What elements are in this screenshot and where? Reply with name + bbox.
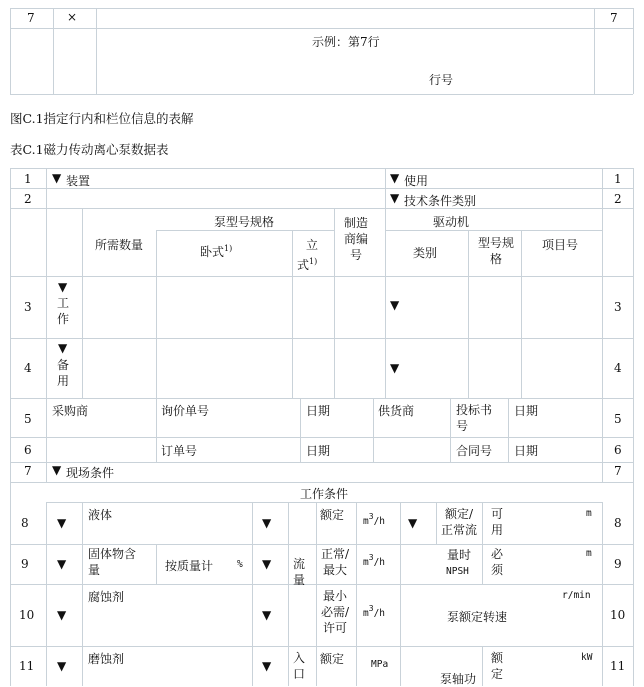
field-label-min-required: 最小必需/许可 bbox=[320, 589, 350, 635]
field-label-plant: 装置 bbox=[66, 174, 91, 188]
dropdown-arrow-icon[interactable]: ▼ bbox=[58, 280, 68, 294]
unit-m: m bbox=[586, 508, 592, 519]
header-horizontal: 卧式$^{1)}$ bbox=[200, 244, 233, 259]
row-number: 11 bbox=[610, 659, 626, 673]
row-number: 3 bbox=[614, 300, 622, 314]
dropdown-arrow-icon[interactable]: ▼ bbox=[262, 516, 272, 530]
row-number: 10 bbox=[19, 608, 35, 622]
field-label-rated: 额定 bbox=[320, 508, 345, 522]
table-caption: 表C.1磁力传动离心泵数据表 bbox=[10, 142, 169, 157]
field-label-site-conditions: 现场条件 bbox=[66, 466, 115, 480]
field-label-inquiry-no: 询价单号 bbox=[161, 404, 210, 418]
dropdown-arrow-icon[interactable]: ▼ bbox=[58, 341, 68, 355]
dropdown-arrow-icon[interactable]: ▼ bbox=[57, 516, 67, 530]
row-number: 4 bbox=[24, 361, 32, 375]
unit-m: m bbox=[586, 548, 592, 559]
row-number: 3 bbox=[24, 300, 32, 314]
field-label-operating: 工作 bbox=[56, 296, 69, 326]
row-number: 5 bbox=[24, 412, 32, 426]
header-model: 型号规格 bbox=[477, 236, 514, 266]
unit-rpm: r/min bbox=[562, 590, 591, 601]
row-number: 11 bbox=[19, 659, 35, 673]
row-number: 1 bbox=[614, 172, 622, 186]
field-label-npsh: NPSH bbox=[446, 566, 469, 577]
dropdown-arrow-icon[interactable]: ▼ bbox=[390, 298, 400, 312]
dropdown-arrow-icon[interactable]: ▼ bbox=[408, 516, 418, 530]
row-number: 6 bbox=[24, 443, 32, 457]
field-label-liquid: 液体 bbox=[88, 508, 113, 522]
header-manufacturer-no: 制造商编号 bbox=[343, 216, 368, 262]
field-label-npsh-time: 量时 bbox=[447, 548, 472, 562]
dropdown-arrow-icon[interactable]: ▼ bbox=[52, 463, 62, 477]
field-label-contract-no: 合同号 bbox=[456, 444, 493, 458]
field-label-rated: 额定 bbox=[490, 651, 503, 681]
example-label: 示例：第7行 bbox=[312, 35, 380, 49]
header-quantity: 所需数量 bbox=[95, 238, 144, 252]
field-label-usage: 使用 bbox=[404, 174, 429, 188]
example-cross-mark: × bbox=[67, 10, 78, 24]
dropdown-arrow-icon[interactable]: ▼ bbox=[57, 608, 67, 622]
field-label-abrasive: 磨蚀剂 bbox=[88, 652, 125, 666]
field-label-date: 日期 bbox=[306, 444, 331, 458]
dropdown-arrow-icon[interactable]: ▼ bbox=[57, 659, 67, 673]
field-label-date: 日期 bbox=[306, 404, 331, 418]
field-label-available: 可用 bbox=[490, 507, 503, 537]
field-label-solids-content: 固体物含量 bbox=[88, 547, 137, 577]
dropdown-arrow-icon[interactable]: ▼ bbox=[57, 557, 67, 571]
row-number: 2 bbox=[614, 192, 622, 206]
unit-m3h: $m^3/h$ bbox=[363, 512, 386, 527]
field-label-bid-no: 投标书号 bbox=[456, 403, 493, 433]
row-number: 5 bbox=[614, 412, 622, 426]
row-number: 1 bbox=[24, 172, 32, 186]
field-label-standby: 备用 bbox=[56, 358, 69, 388]
header-pump-spec: 泵型号规格 bbox=[214, 215, 275, 229]
example-row-number: 7 bbox=[27, 11, 35, 25]
header-type: 类别 bbox=[413, 246, 438, 260]
header-item-no: 项目号 bbox=[542, 238, 579, 252]
dropdown-arrow-icon[interactable]: ▼ bbox=[262, 659, 272, 673]
row-number: 4 bbox=[614, 361, 622, 375]
row-number: 7 bbox=[24, 464, 32, 478]
field-label-shaft-power: 泵轴功 bbox=[440, 672, 477, 686]
field-label-date: 日期 bbox=[514, 404, 539, 418]
dropdown-arrow-icon[interactable]: ▼ bbox=[390, 191, 400, 205]
row-number: 8 bbox=[21, 516, 29, 530]
field-label-supplier: 供货商 bbox=[378, 404, 415, 418]
row-number: 7 bbox=[614, 464, 622, 478]
header-vertical-2: 式$^{1)}$ bbox=[297, 257, 318, 272]
field-label-required: 必须 bbox=[490, 547, 503, 577]
section-operating-conditions: 工作条件 bbox=[300, 487, 349, 501]
field-label-corrosive: 腐蚀剂 bbox=[88, 590, 125, 604]
field-label-flow: 流量 bbox=[292, 557, 305, 587]
row-number: 8 bbox=[614, 516, 622, 530]
dropdown-arrow-icon[interactable]: ▼ bbox=[262, 557, 272, 571]
field-label-spec-category: 技术条件类别 bbox=[404, 194, 477, 208]
header-vertical-1: 立 bbox=[306, 238, 319, 252]
header-driver: 驱动机 bbox=[433, 215, 470, 229]
dropdown-arrow-icon[interactable]: ▼ bbox=[390, 171, 400, 185]
unit-mpa: MPa bbox=[371, 659, 389, 670]
field-label-buyer: 采购商 bbox=[52, 404, 89, 418]
figure-caption: 图C.1指定行内和栏位信息的表解 bbox=[10, 111, 194, 126]
dropdown-arrow-icon[interactable]: ▼ bbox=[390, 361, 400, 375]
field-label-order-no: 订单号 bbox=[161, 444, 198, 458]
row-number: 9 bbox=[614, 557, 622, 571]
row-number: 2 bbox=[24, 192, 32, 206]
dropdown-arrow-icon[interactable]: ▼ bbox=[52, 171, 62, 185]
unit-m3h: $m^3/h$ bbox=[363, 553, 386, 568]
field-label-date: 日期 bbox=[514, 444, 539, 458]
example-row-number-right: 7 bbox=[610, 11, 618, 25]
row-number: 9 bbox=[21, 557, 29, 571]
row-number: 6 bbox=[614, 443, 622, 457]
field-label-inlet: 入口 bbox=[292, 651, 305, 681]
dropdown-arrow-icon[interactable]: ▼ bbox=[262, 608, 272, 622]
field-label-normal-max: 正常/最大 bbox=[320, 547, 350, 577]
unit-m3h: $m^3/h$ bbox=[363, 604, 386, 619]
unit-kw: kW bbox=[581, 652, 593, 663]
row-number: 10 bbox=[610, 608, 626, 622]
unit-percent: % bbox=[237, 559, 243, 570]
example-row-label: 行号 bbox=[429, 73, 454, 87]
field-label-rated-normal-flow: 额定/正常流 bbox=[440, 507, 477, 537]
field-label-by-mass: 按质量计 bbox=[165, 559, 214, 573]
field-label-rated: 额定 bbox=[320, 652, 345, 666]
field-label-pump-rated-speed: 泵额定转速 bbox=[447, 610, 508, 624]
